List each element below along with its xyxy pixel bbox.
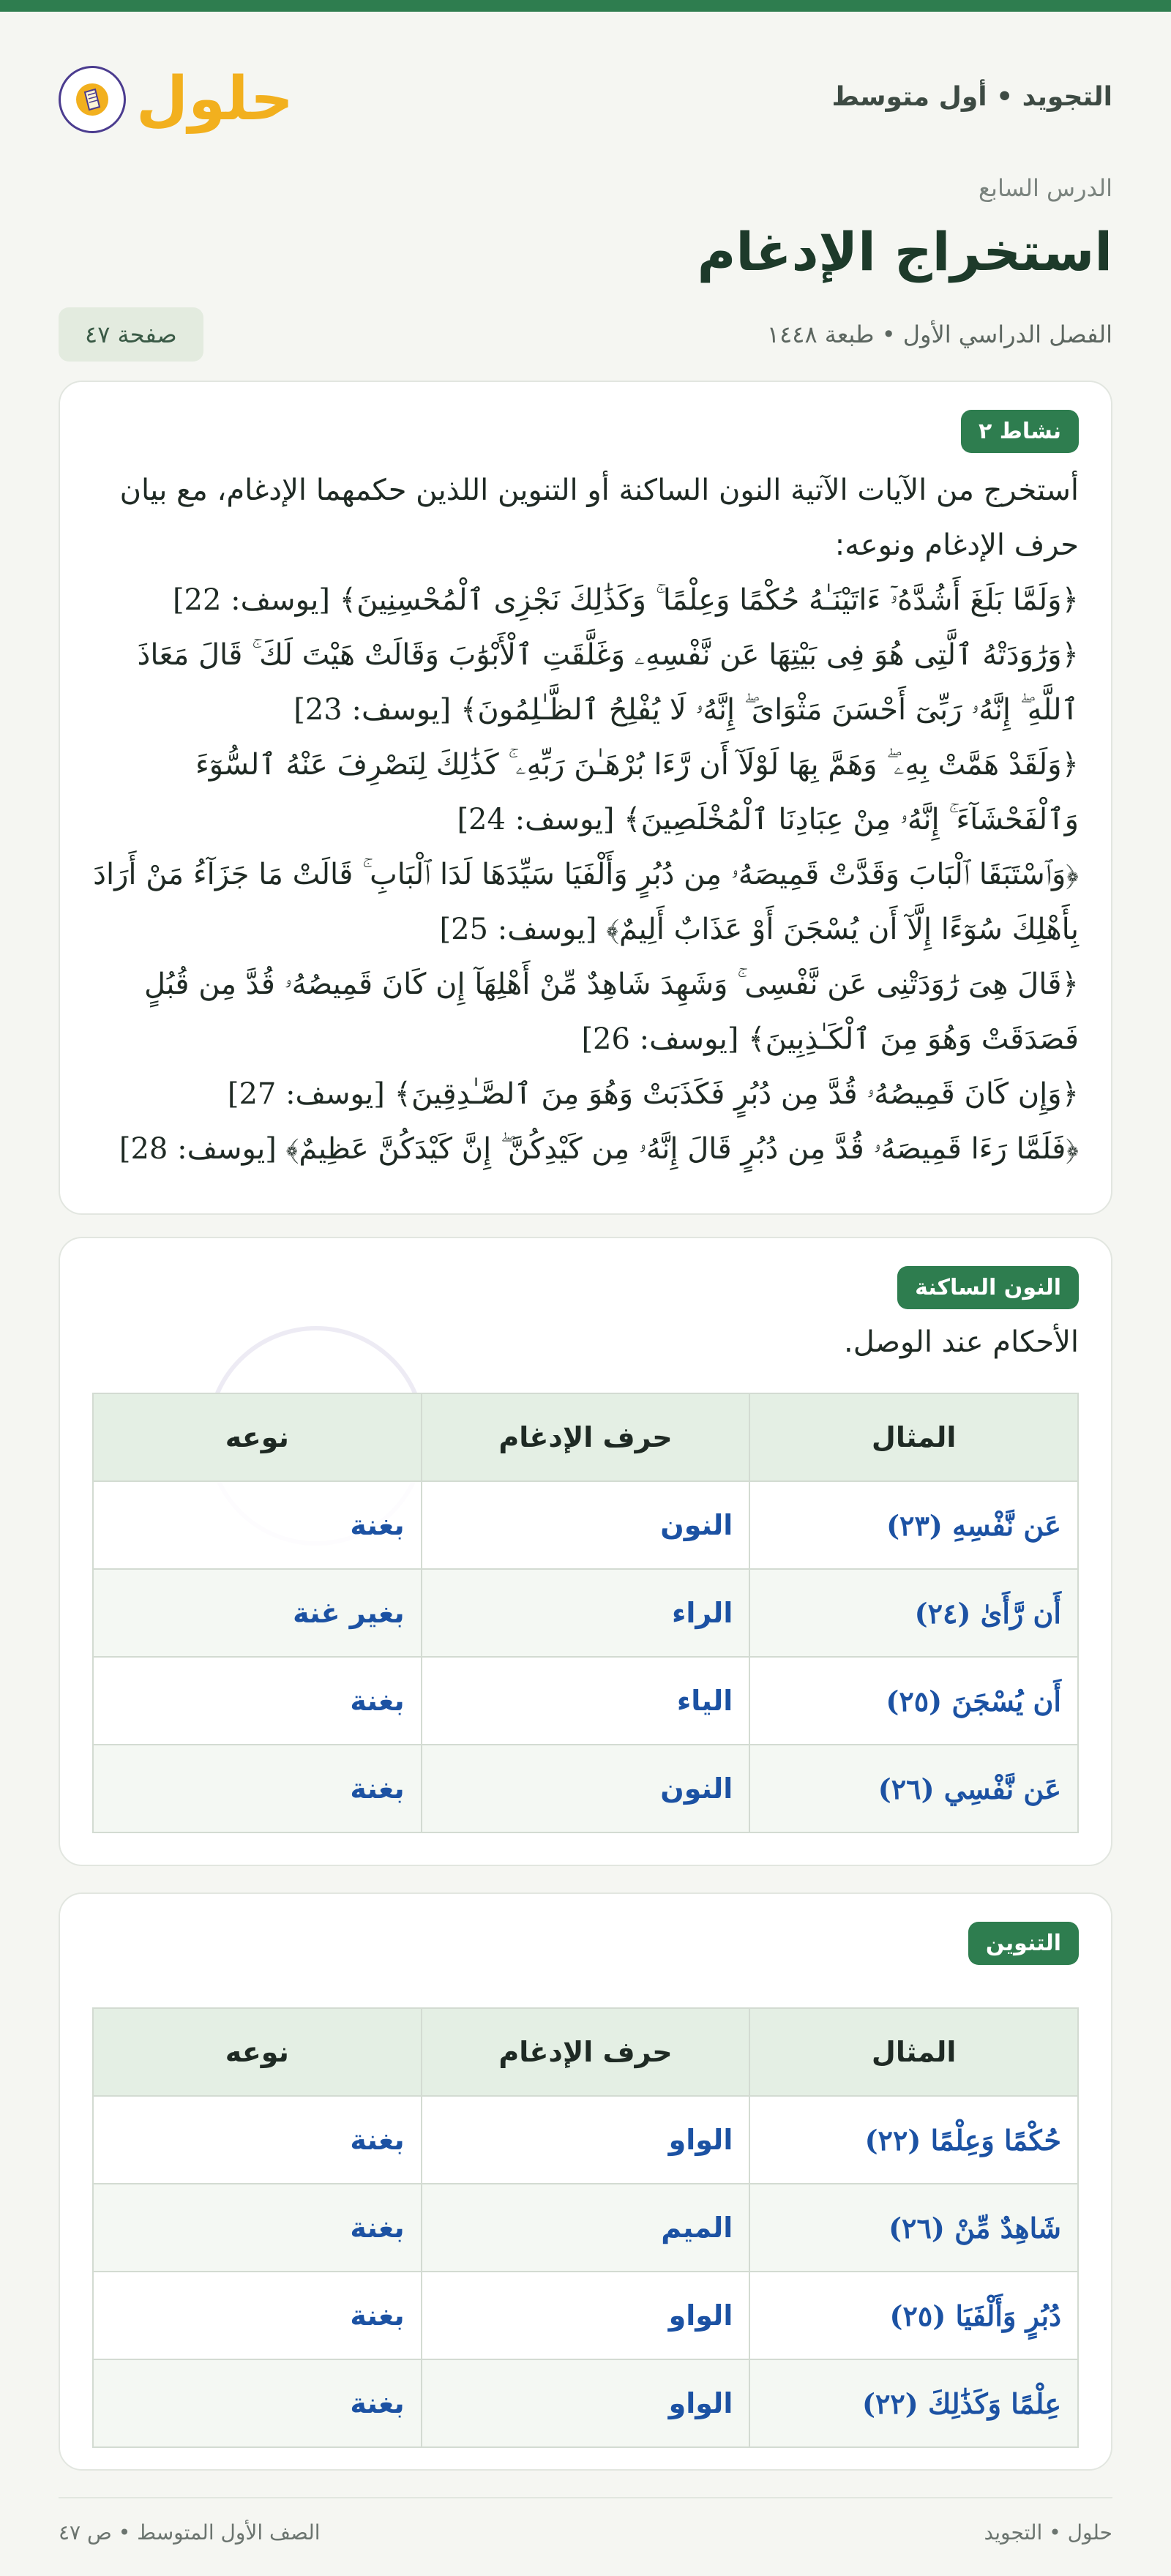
example-cell: أَن يُسْجَنَ (٢٥) [749,1657,1078,1745]
verse-22: ﴿وَلَمَّا بَلَغَ أَشُدَّهُۥٓ ءَاتَيْنَـٰهُ حُكْمًا وَعِلْمًا ۚ وَكَذَٰلِكَ نَجْزِى ٱلْمُحْسِنِينَ﴾ [يوسف: 22] [172,583,1079,617]
example-cell: شَاهِدٌ مِّنْ (٢٦) [749,2184,1078,2272]
noon-answer-table [92,1393,1079,1833]
verse-28: ﴿فَلَمَّا رَءَا قَمِيصَهُۥ قُدَّ مِن دُبُرٍ قَالَ إِنَّهُۥ مِن كَيْدِكُنَّ ۖ إِنَّ كَيْدَكُنَّ عَظِيمٌ﴾ [يوسف: 28] [119,1132,1079,1166]
logo-text: حلول [136,64,294,134]
table-header-letter: حرف الإدغام [422,2008,750,2096]
tanween-section-badge: التنوين [968,1922,1079,1965]
type-cell: بغنة [93,2184,422,2272]
table-header-example: المثال [749,1393,1078,1481]
meta-row [59,307,1112,362]
table-row [93,2272,1078,2359]
activity-card [59,381,1112,1215]
letter-cell: الياء [422,1657,750,1745]
example-cell: عَن نَّفْسِي (٢٦) [749,1745,1078,1832]
lesson-title: استخراج الإدغام [697,221,1112,282]
example-cell: حُكْمًا وَعِلْمًا (٢٢) [749,2096,1078,2184]
type-cell: بغير غنة [93,1569,422,1657]
table-row [93,1569,1078,1657]
letter-cell: الواو [422,2272,750,2359]
example-cell: دُبُرٍ وَأَلْفَيَا (٢٥) [749,2272,1078,2359]
logo [59,66,293,133]
table-row [93,1481,1078,1569]
type-cell: بغنة [93,1657,422,1745]
footer-brand: حلول • التجويد [984,2520,1112,2545]
activity-prompt: أستخرج من الآيات الآتية النون الساكنة أو التنوين اللذين حكمهما الإدغام، مع بيان حرف الإدغام ونوعه: [119,473,1079,562]
verse-26: ﴿قَالَ هِىَ رَٰوَدَتْنِى عَن نَّفْسِى ۚ وَشَهِدَ شَاهِدٌ مِّنْ أَهْلِهَآ إِن كَانَ قَمِيصُهُۥ قُدَّ مِن قُبُلٍ فَصَدَقَتْ وَهُوَ مِنَ ٱلْكَـٰذِبِينَ﴾ [يوسف: 26] [144,967,1079,1056]
title-block [0,174,1171,362]
verse-23: ﴿وَرَٰوَدَتْهُ ٱلَّتِى هُوَ فِى بَيْتِهَا عَن نَّفْسِهِۦ وَغَلَّقَتِ ٱلْأَبْوَٰبَ وَقَالَتْ هَيْتَ لَكَ ۚ قَالَ مَعَاذَ ٱللَّهِ ۖ إِنَّهُۥ رَبِّىٓ أَحْسَنَ مَثْوَاىَ ۖ إِنَّهُۥ لَا يُفْلِحُ ٱلظَّـٰلِمُونَ﴾ [يوسف: 23] [137,638,1079,727]
type-cell: بغنة [93,2272,422,2359]
letter-cell: الميم [422,2184,750,2272]
page-header [0,12,1171,180]
page-number-badge: صفحة ٤٧ [59,307,203,362]
top-accent-bar [0,0,1171,12]
table-header-type: نوعه [93,2008,422,2096]
tanween-card [59,1892,1112,2471]
letter-cell: النون [422,1745,750,1832]
lesson-number: الدرس السابع [979,174,1112,202]
footer-page-info: الصف الأول المتوسط • ص ٤٧ [59,2520,321,2545]
subject-label: التجويد • أول متوسط [831,82,1112,112]
semester-meta: الفصل الدراسي الأول • طبعة ١٤٤٨ [766,321,1112,348]
noon-section-intro: الأحكام عند الوصل. [844,1325,1079,1359]
table-row [93,1745,1078,1832]
table-row [93,2184,1078,2272]
tanween-answer-table [92,2007,1079,2448]
type-cell: بغنة [93,1745,422,1832]
table-header-example: المثال [749,2008,1078,2096]
verse-24: ﴿وَلَقَدْ هَمَّتْ بِهِۦ ۖ وَهَمَّ بِهَا لَوْلَآ أَن رَّءَا بُرْهَـٰنَ رَبِّهِۦ ۚ كَذَٰلِكَ لِنَصْرِفَ عَنْهُ ٱلسُّوٓءَ وَٱلْفَحْشَآءَ ۚ إِنَّهُۥ مِنْ عِبَادِنَا ٱلْمُخْلَصِينَ﴾ [يوسف: 24] [195,748,1079,836]
letter-cell: الراء [422,1569,750,1657]
verse-27: ﴿وَإِن كَانَ قَمِيصُهُۥ قُدَّ مِن دُبُرٍ فَكَذَبَتْ وَهُوَ مِنَ ٱلصَّـٰدِقِينَ﴾ [يوسف: 27] [227,1077,1079,1111]
table-header-letter: حرف الإدغام [422,1393,750,1481]
letter-cell: الواو [422,2096,750,2184]
letter-cell: الواو [422,2359,750,2447]
type-cell: بغنة [93,2359,422,2447]
table-row [93,1657,1078,1745]
table-row [93,2096,1078,2184]
table-row [93,2359,1078,2447]
type-cell: بغنة [93,2096,422,2184]
noon-sakinah-card [59,1237,1112,1866]
example-cell: عِلْمًا وَكَذَٰلِكَ (٢٢) [749,2359,1078,2447]
verse-25: ﴿وَٱسْتَبَقَا ٱلْبَابَ وَقَدَّتْ قَمِيصَهُۥ مِن دُبُرٍ وَأَلْفَيَا سَيِّدَهَا لَدَا ٱلْبَابِ ۚ قَالَتْ مَا جَزَآءُ مَنْ أَرَادَ بِأَهْلِكَ سُوٓءًا إِلَّآ أَن يُسْجَنَ أَوْ عَذَابٌ أَلِيمٌ﴾ [يوسف: 25] [93,858,1079,946]
letter-cell: النون [422,1481,750,1569]
table-header-type: نوعه [93,1393,422,1481]
activity-badge: نشاط ٢ [961,410,1079,453]
page-footer [59,2497,1112,2545]
example-cell: عَن نَّفْسِهِ (٢٣) [749,1481,1078,1569]
book-icon [59,66,126,133]
noon-section-badge: النون الساكنة [897,1266,1079,1309]
type-cell: بغنة [93,1481,422,1569]
example-cell: أَن رَّأَىٰ (٢٤) [749,1569,1078,1657]
